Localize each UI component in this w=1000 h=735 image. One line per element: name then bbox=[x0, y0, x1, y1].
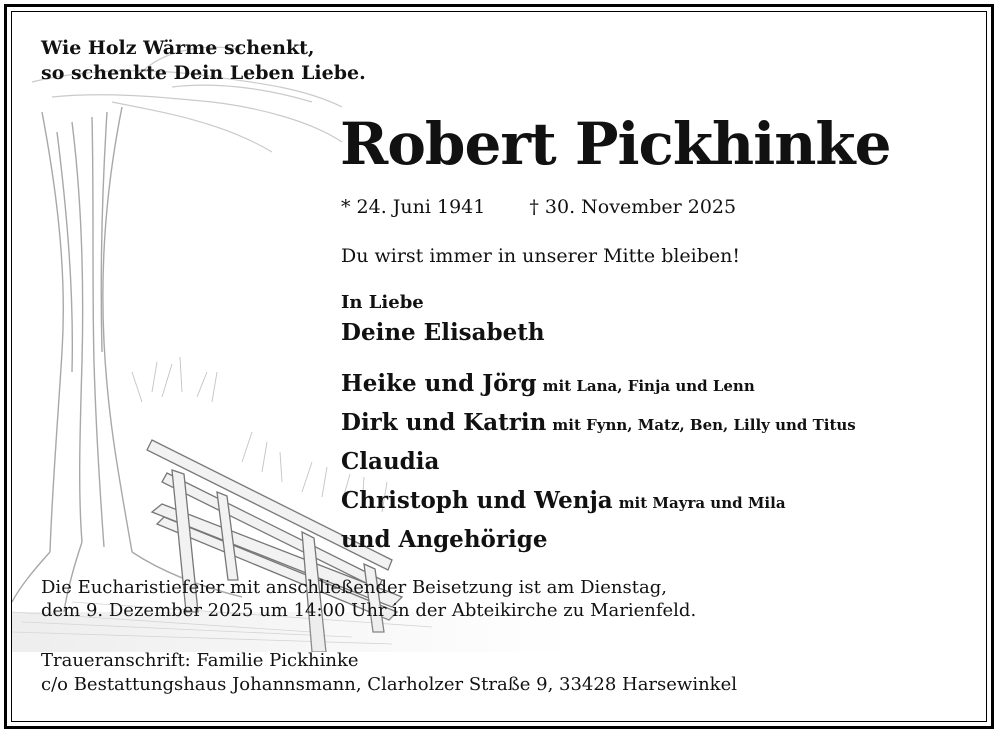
family-row bbox=[341, 484, 856, 523]
deceased-name: Robert Pickhinke bbox=[340, 110, 891, 178]
motto-line: so schenkte Dein Leben Liebe. bbox=[41, 62, 366, 84]
verse: Du wirst immer in unserer Mitte bleiben! bbox=[341, 245, 741, 267]
death-date: † 30. November 2025 bbox=[529, 196, 737, 218]
address-line: Traueranschrift: Familie Pickhinke bbox=[41, 650, 359, 671]
family-row bbox=[341, 445, 856, 484]
service-notice bbox=[41, 576, 696, 622]
motto bbox=[41, 36, 366, 86]
family-list bbox=[341, 367, 856, 562]
family-names: und Angehörige bbox=[341, 526, 548, 553]
family-names: Claudia bbox=[341, 448, 440, 475]
family-row bbox=[341, 523, 856, 562]
address-line: c/o Bestattungshaus Johannsmann, Clarholzer Straße 9, 33428 Harsewinkel bbox=[41, 674, 737, 695]
family-children: mit Fynn, Matz, Ben, Lilly und Titus bbox=[552, 416, 856, 434]
family-row bbox=[341, 367, 856, 406]
birth-date: * 24. Juni 1941 bbox=[341, 196, 486, 218]
life-dates bbox=[341, 194, 736, 220]
family-names: Dirk und Katrin bbox=[341, 409, 547, 436]
mourners-intro: In Liebe bbox=[341, 292, 424, 313]
service-line: dem 9. Dezember 2025 um 14:00 Uhr in der Abteikirche zu Marienfeld. bbox=[41, 600, 697, 621]
service-line: Die Eucharistiefeier mit anschließender Beisetzung ist am Dienstag, bbox=[41, 577, 667, 598]
spouse-name: Deine Elisabeth bbox=[341, 319, 545, 346]
motto-line: Wie Holz Wärme schenkt, bbox=[41, 37, 315, 59]
family-children: mit Lana, Finja und Lenn bbox=[542, 377, 755, 395]
family-children: mit Mayra und Mila bbox=[618, 494, 786, 512]
family-names: Christoph und Wenja bbox=[341, 487, 613, 514]
family-row bbox=[341, 406, 856, 445]
mourning-address bbox=[41, 649, 737, 697]
family-names: Heike und Jörg bbox=[341, 370, 537, 397]
